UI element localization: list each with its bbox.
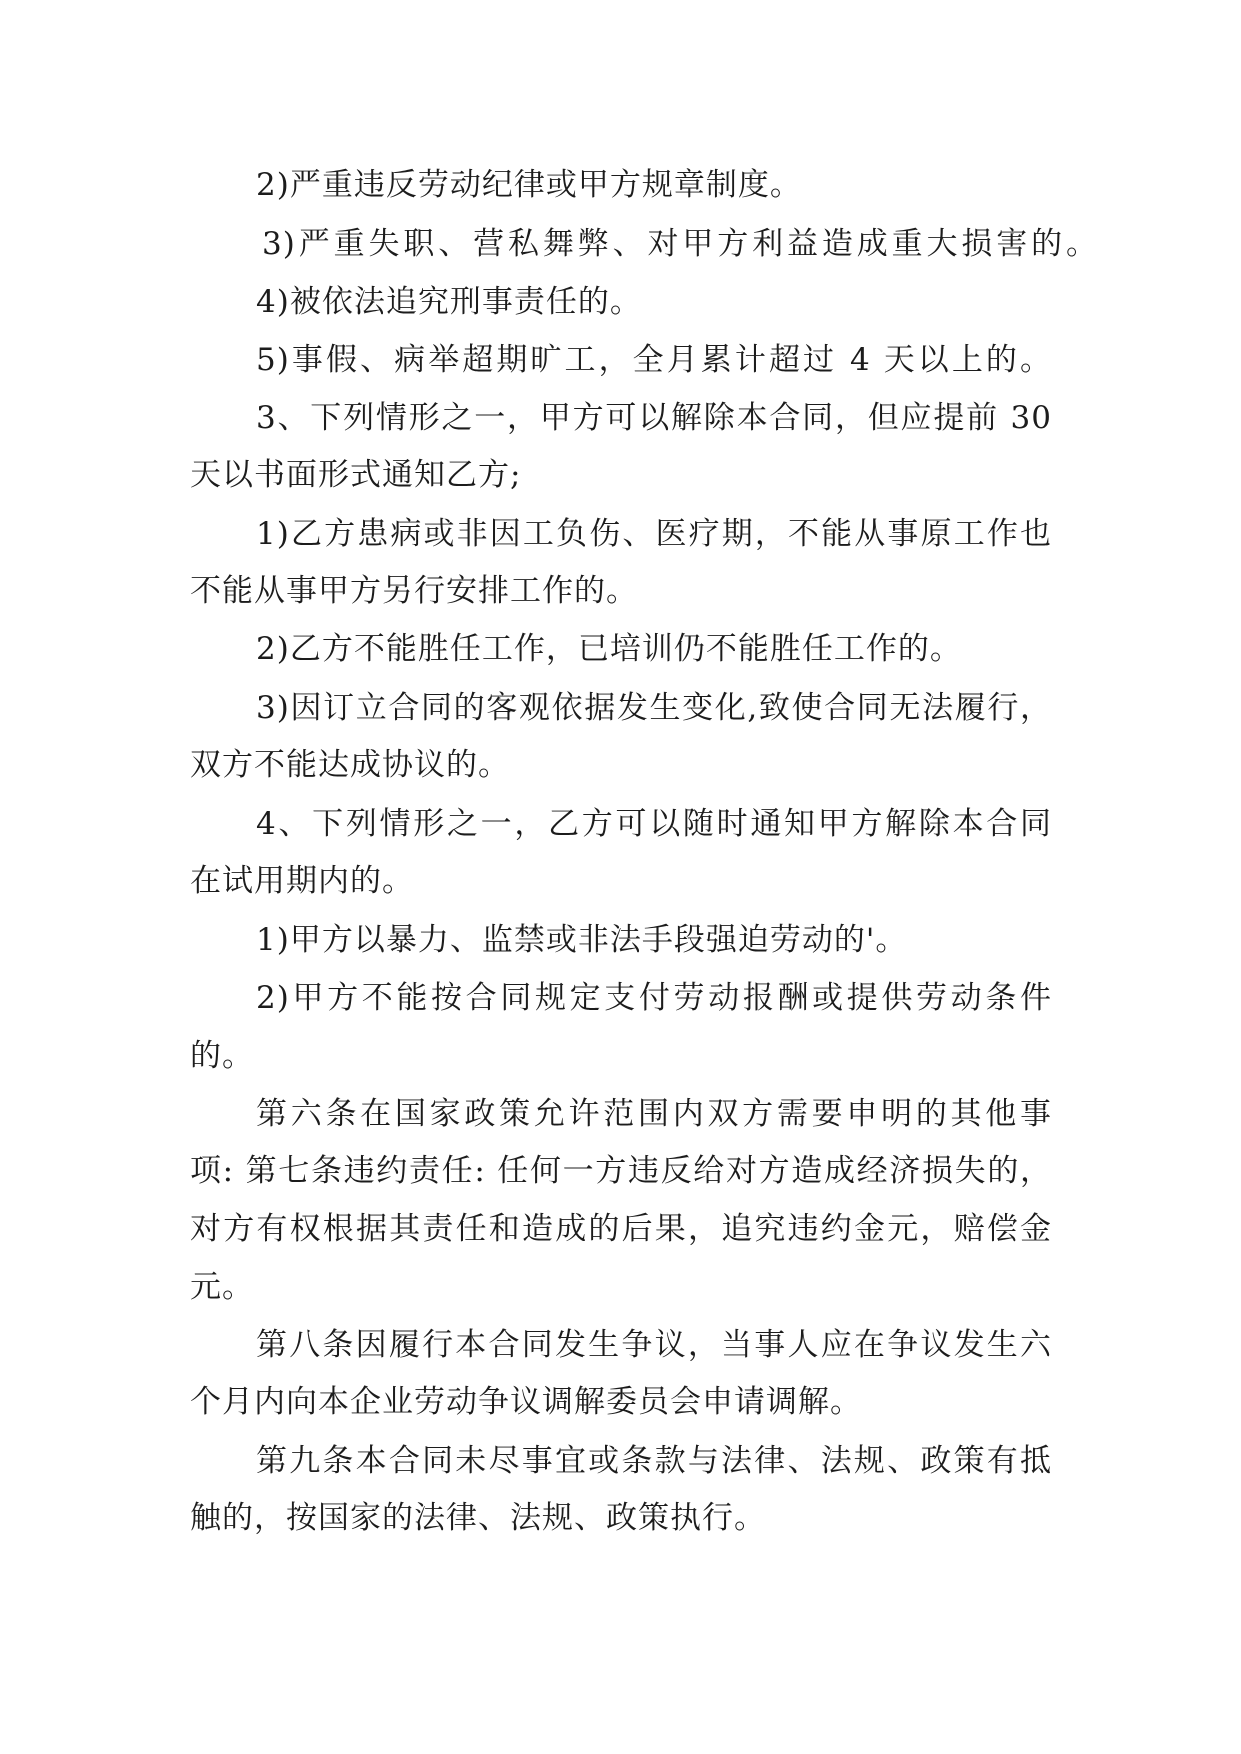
article-9-cont: 触的，按国家的法律、法规、政策执行。 — [190, 1500, 766, 1536]
clause-line-2-4: 4)被依法追究刑事责任的。 — [256, 284, 642, 320]
article-7-cont: 对方有权根据其责任和造成的后果，追究违约金元，赔偿金 — [190, 1211, 1052, 1247]
article-9: 第九条本合同未尽事宜或条款与法律、法规、政策有抵 — [256, 1443, 1052, 1479]
clause-line-4-2-cont: 的。 — [190, 1038, 254, 1074]
clause-line-3-1-cont: 不能从事甲方另行安排工作的。 — [190, 573, 638, 609]
article-8: 第八条因履行本合同发生争议，当事人应在争议发生六 — [256, 1327, 1052, 1363]
clause-3-heading-cont: 天以书面形式通知乙方; — [190, 457, 522, 493]
clause-line-3-3-cont: 双方不能达成协议的。 — [190, 747, 510, 783]
clause-line-2-3: 3)严重失职、营私舞弊、对甲方利益造成重大损害的。 — [262, 226, 1098, 262]
clause-line-4-1: 1)甲方以暴力、监禁或非法手段强迫劳动的'。 — [256, 922, 908, 958]
article-6-cont: 项: 第七条违约责任: 任何一方违反给对方造成经济损失的， — [190, 1153, 1052, 1189]
article-7-end: 元。 — [190, 1269, 254, 1305]
clause-line-4-2: 2)甲方不能按合同规定支付劳动报酬或提供劳动条件 — [256, 980, 1052, 1016]
clause-line-3-3: 3)因订立合同的客观依据发生变化,致使合同无法履行， — [256, 690, 1052, 726]
clause-line-2-2: 2)严重违反劳动纪律或甲方规章制度。 — [256, 167, 802, 203]
article-8-cont: 个月内向本企业劳动争议调解委员会申请调解。 — [190, 1384, 862, 1420]
clause-line-2-5: 5)事假、病举超期旷工，全月累计超过 4 天以上的。 — [256, 342, 1052, 378]
clause-4-heading: 4、下列情形之一，乙方可以随时通知甲方解除本合同 — [256, 806, 1052, 842]
clause-line-3-2: 2)乙方不能胜任工作，已培训仍不能胜任工作的。 — [256, 631, 962, 667]
clause-3-heading: 3、下列情形之一，甲方可以解除本合同，但应提前 30 — [256, 400, 1052, 436]
clause-line-3-1: 1)乙方患病或非因工负伤、医疗期，不能从事原工作也 — [256, 516, 1052, 552]
article-6: 第六条在国家政策允许范围内双方需要申明的其他事 — [256, 1096, 1052, 1132]
clause-4-heading-cont: 在试用期内的。 — [190, 863, 414, 899]
